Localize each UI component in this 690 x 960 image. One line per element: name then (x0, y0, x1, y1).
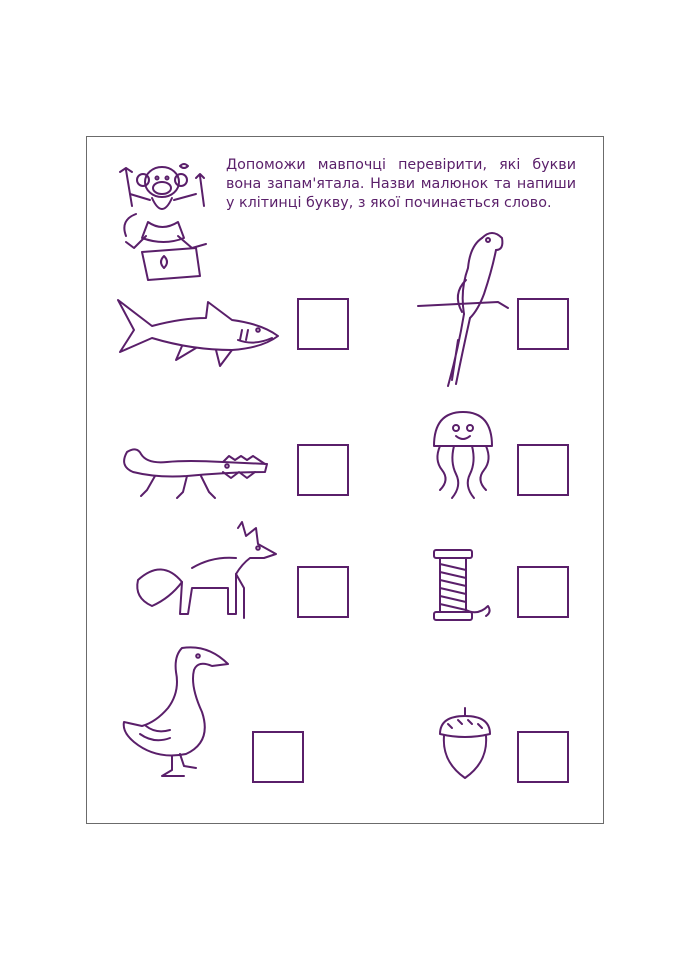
fox-icon (132, 518, 278, 622)
crocodile-icon (117, 442, 269, 502)
thread-spool-icon (430, 544, 494, 626)
answer-box-goose[interactable] (252, 731, 304, 783)
parrot-icon (412, 220, 508, 390)
answer-box-thread-spool[interactable] (517, 566, 569, 618)
answer-box-acorn[interactable] (517, 731, 569, 783)
jellyfish-icon (428, 406, 498, 504)
task-instruction: Допоможи мавпочці перевірити, які букви вона запам'ятала. Назви малюнок та напиши у клітинці букву, з якої починається слово. (226, 157, 576, 211)
answer-box-parrot[interactable] (517, 298, 569, 350)
answer-box-fox[interactable] (297, 566, 349, 618)
answer-box-jellyfish[interactable] (517, 444, 569, 496)
answer-box-crocodile[interactable] (297, 444, 349, 496)
acorn-icon (436, 706, 494, 782)
shark-icon (112, 296, 282, 372)
answer-box-shark[interactable] (297, 298, 349, 350)
monkey-icon (112, 156, 224, 288)
goose-icon (116, 642, 234, 780)
